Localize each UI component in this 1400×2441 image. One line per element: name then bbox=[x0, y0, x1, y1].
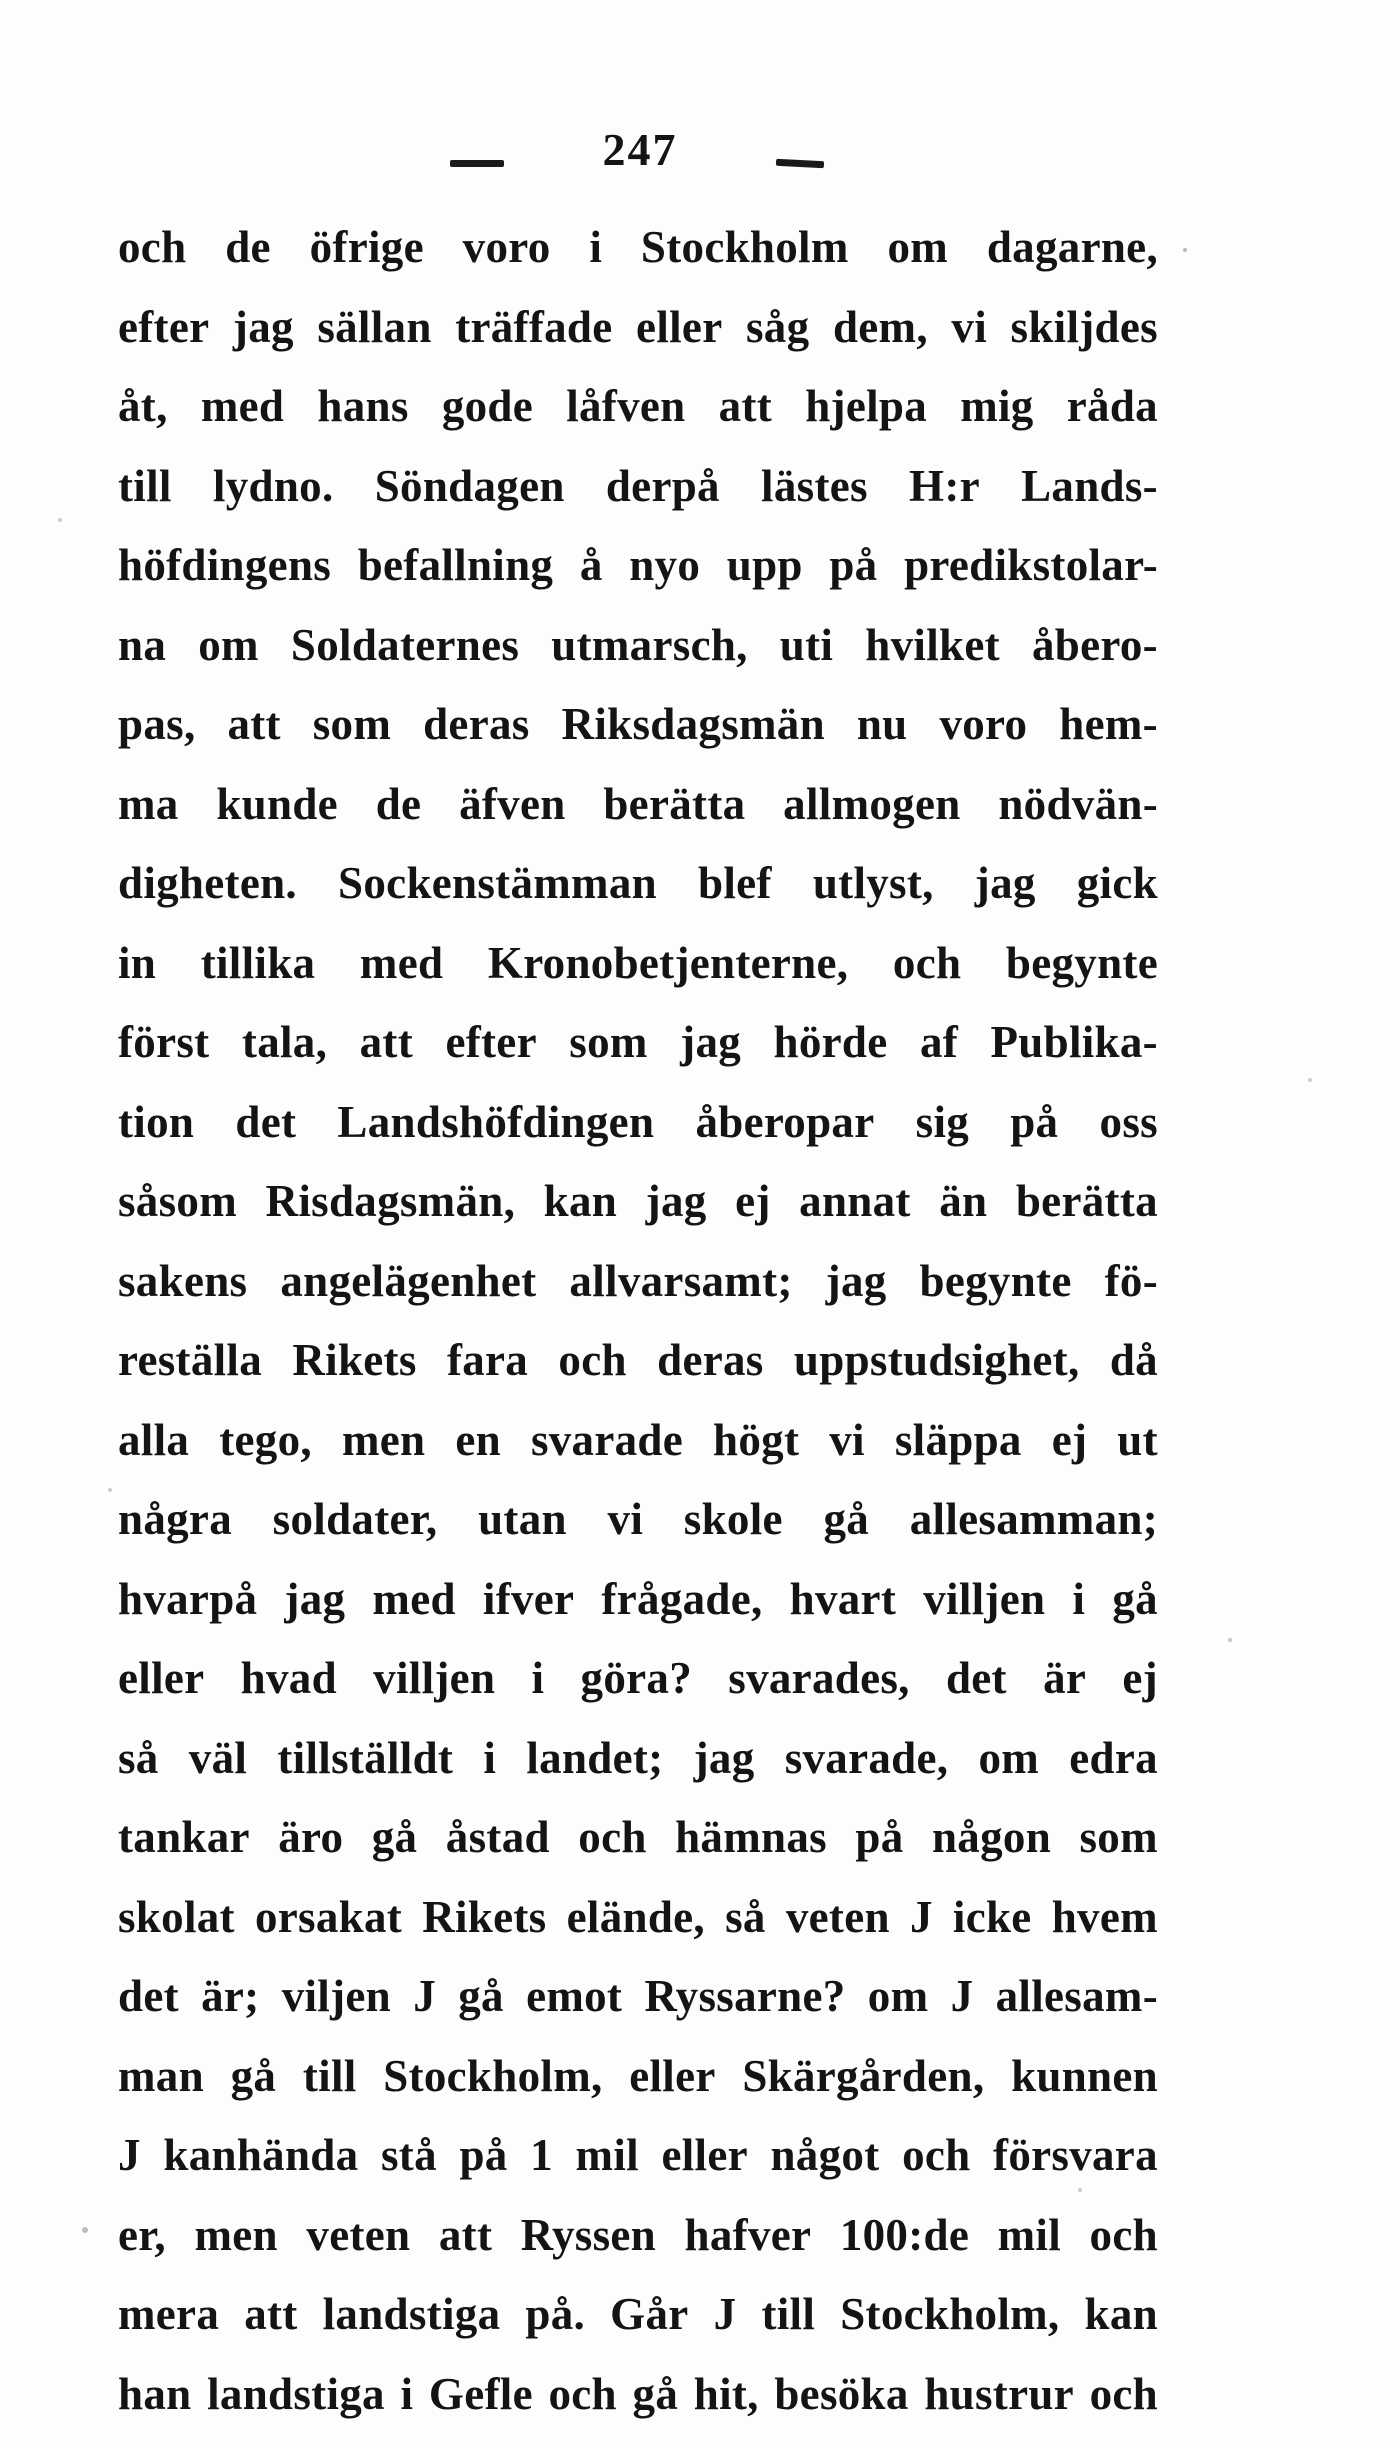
word: dagarne, bbox=[986, 222, 1158, 272]
word: hvem bbox=[1051, 1891, 1158, 1942]
word: först bbox=[118, 1017, 210, 1067]
word: stå bbox=[380, 2130, 437, 2180]
word: kan bbox=[543, 1176, 618, 1226]
word: svarades, bbox=[728, 1653, 910, 1703]
word: begynte bbox=[1005, 937, 1158, 988]
word: hvilket bbox=[865, 619, 1000, 670]
word: veten bbox=[306, 2209, 411, 2260]
word: tankar bbox=[118, 1812, 250, 1862]
word: väl bbox=[188, 1732, 248, 1783]
word: lästes bbox=[761, 460, 868, 511]
word: in bbox=[118, 937, 157, 988]
word: ej bbox=[1122, 1653, 1158, 1703]
word: fö- bbox=[1104, 1255, 1158, 1306]
word: derpå bbox=[605, 460, 720, 511]
word: till bbox=[302, 2050, 357, 2101]
word: annat bbox=[799, 1176, 911, 1226]
word: tillställdt bbox=[277, 1732, 454, 1783]
word: voro bbox=[939, 699, 1028, 749]
word: angelägenhet bbox=[280, 1255, 537, 1306]
word: Skärgården, bbox=[742, 2050, 985, 2101]
word: såsom bbox=[118, 1176, 238, 1226]
word: deras bbox=[657, 1335, 764, 1385]
word: jag bbox=[645, 1176, 707, 1226]
word: allvarsamt; bbox=[569, 1255, 793, 1306]
word: gick bbox=[1076, 858, 1158, 908]
word: de bbox=[225, 222, 271, 272]
word: jag bbox=[974, 858, 1036, 908]
word: att bbox=[438, 2209, 493, 2260]
word: till bbox=[118, 460, 172, 511]
word: åstad bbox=[445, 1812, 550, 1862]
word: hvad bbox=[240, 1653, 337, 1703]
word: er, bbox=[118, 2209, 166, 2260]
word: låfven bbox=[566, 381, 686, 431]
word: allesamman; bbox=[909, 1494, 1158, 1544]
word: hans bbox=[317, 381, 409, 431]
word: besöka bbox=[774, 2368, 909, 2419]
word: icke bbox=[952, 1891, 1032, 1942]
word: om bbox=[978, 1732, 1040, 1783]
text-line bbox=[118, 606, 1158, 686]
word: allesam- bbox=[995, 1971, 1158, 2021]
word: Går bbox=[610, 2289, 689, 2339]
word: nyo bbox=[629, 540, 701, 590]
word: försvara bbox=[993, 2130, 1158, 2180]
word: att bbox=[359, 1017, 413, 1067]
word: Publika- bbox=[990, 1017, 1158, 1067]
word: Stockholm, bbox=[840, 2289, 1060, 2339]
word: veten bbox=[785, 1891, 890, 1942]
text-line bbox=[118, 2275, 1158, 2355]
word: i bbox=[589, 222, 603, 272]
word: någon bbox=[931, 1812, 1052, 1862]
word: mig bbox=[960, 381, 1034, 431]
text-line bbox=[118, 1003, 1158, 1083]
body-text bbox=[118, 208, 1158, 2434]
word: berätta bbox=[1015, 1176, 1158, 1226]
word: mera bbox=[118, 2289, 220, 2339]
word: så bbox=[725, 1891, 766, 1942]
word: hem- bbox=[1059, 699, 1158, 749]
word: hvarpå bbox=[118, 1573, 258, 1624]
word: det bbox=[118, 1971, 179, 2021]
word: Rikets bbox=[292, 1335, 417, 1385]
word: såg bbox=[746, 301, 810, 352]
word: träffade bbox=[455, 301, 613, 352]
word: gå bbox=[230, 2050, 277, 2101]
word: skolat bbox=[118, 1891, 235, 1942]
word: 100:de bbox=[839, 2209, 970, 2260]
text-line bbox=[118, 2355, 1158, 2435]
word: Risdagsmän, bbox=[265, 1176, 516, 1226]
word: soldater, bbox=[272, 1494, 438, 1544]
word: är; bbox=[201, 1971, 260, 2021]
text-line bbox=[118, 844, 1158, 924]
word: öfrige bbox=[309, 222, 424, 272]
word: åberopar bbox=[695, 1096, 875, 1147]
word: tillika bbox=[200, 937, 316, 988]
word: reställa bbox=[118, 1335, 263, 1385]
word: villjen bbox=[373, 1653, 496, 1703]
word: att bbox=[227, 699, 281, 749]
text-line bbox=[118, 447, 1158, 527]
word: om bbox=[198, 619, 259, 670]
word: man bbox=[118, 2050, 204, 2101]
word: och bbox=[548, 2368, 617, 2419]
word: berätta bbox=[603, 778, 746, 829]
text-line bbox=[118, 1321, 1158, 1401]
word: gå bbox=[1112, 1573, 1158, 1624]
word: befallning bbox=[357, 540, 554, 590]
text-line bbox=[118, 526, 1158, 606]
word: men bbox=[341, 1414, 426, 1465]
word: elände, bbox=[566, 1891, 705, 1942]
word: sällan bbox=[317, 301, 432, 352]
word: äfven bbox=[459, 778, 566, 829]
word: med bbox=[200, 381, 285, 431]
word: skole bbox=[683, 1494, 783, 1544]
word: äro bbox=[278, 1812, 344, 1862]
word: landstiga bbox=[322, 2289, 501, 2339]
text-line bbox=[118, 1083, 1158, 1163]
word: kanhända bbox=[163, 2130, 359, 2180]
text-line bbox=[118, 1560, 1158, 1640]
word: med bbox=[359, 937, 444, 988]
word: släppa bbox=[894, 1414, 1022, 1465]
text-line bbox=[118, 924, 1158, 1004]
word: hafver bbox=[684, 2209, 812, 2260]
word: mil bbox=[575, 2130, 639, 2180]
word: hustrur bbox=[924, 2368, 1074, 2419]
word: landstiga bbox=[207, 2368, 385, 2419]
word: några bbox=[118, 1494, 232, 1544]
word: oss bbox=[1099, 1096, 1158, 1147]
word: Söndagen bbox=[374, 460, 565, 511]
word: i bbox=[1072, 1573, 1086, 1624]
word: Landshöfdingen bbox=[337, 1096, 655, 1147]
word: kunde bbox=[216, 778, 338, 829]
word: eller bbox=[629, 2050, 716, 2101]
word: mil bbox=[997, 2209, 1062, 2260]
word: det bbox=[235, 1096, 297, 1147]
word: hit, bbox=[693, 2368, 759, 2419]
word: gå bbox=[458, 1971, 504, 2021]
word: Kronobetjenterne, bbox=[487, 937, 849, 988]
word: nu bbox=[856, 699, 908, 749]
word: lydno. bbox=[212, 460, 334, 511]
word: och bbox=[1089, 2209, 1158, 2260]
word: 1 bbox=[530, 2130, 553, 2180]
text-line bbox=[118, 765, 1158, 845]
text-line bbox=[118, 2116, 1158, 2196]
word: råda bbox=[1066, 381, 1158, 431]
word: på bbox=[459, 2130, 508, 2180]
word: Sockenstämman bbox=[338, 858, 657, 908]
word: ma bbox=[118, 778, 179, 829]
word: J bbox=[713, 2289, 737, 2339]
word: tego, bbox=[219, 1414, 312, 1465]
word: uti bbox=[779, 619, 834, 670]
word: nödvän- bbox=[998, 778, 1158, 829]
word: högt bbox=[713, 1414, 800, 1465]
header-dash-right bbox=[776, 159, 824, 169]
word: gå bbox=[632, 2368, 679, 2419]
word: J bbox=[909, 1891, 933, 1942]
word: fara bbox=[446, 1335, 529, 1385]
word: något bbox=[770, 2130, 880, 2180]
word: Rikets bbox=[422, 1891, 547, 1942]
word: hvart bbox=[789, 1573, 897, 1624]
word: och bbox=[892, 937, 962, 988]
word: tion bbox=[118, 1096, 195, 1147]
word: vi bbox=[829, 1414, 865, 1465]
word: vi bbox=[607, 1494, 644, 1544]
page-number: 247 bbox=[602, 124, 678, 175]
word: han bbox=[118, 2368, 192, 2419]
word: eller bbox=[661, 2130, 748, 2180]
word: viljen bbox=[281, 1971, 391, 2021]
word: än bbox=[939, 1176, 988, 1226]
word: men bbox=[194, 2209, 278, 2260]
word: J bbox=[413, 1971, 437, 2021]
word: på bbox=[1010, 1096, 1059, 1147]
word: på bbox=[829, 540, 878, 590]
word: i bbox=[483, 1732, 497, 1783]
word: kan bbox=[1084, 2289, 1158, 2339]
word: jag bbox=[232, 301, 294, 352]
word: med bbox=[372, 1573, 456, 1624]
word: och bbox=[578, 1812, 647, 1862]
word: att bbox=[718, 381, 773, 431]
word: och bbox=[118, 222, 187, 272]
word: jag bbox=[825, 1255, 887, 1306]
word: sakens bbox=[118, 1255, 248, 1306]
word: utmarsch, bbox=[551, 619, 748, 670]
word: alla bbox=[118, 1414, 190, 1465]
word: Gefle bbox=[428, 2368, 533, 2419]
word: H:r bbox=[909, 460, 980, 511]
word: Stockholm, bbox=[383, 2050, 603, 2101]
word: jag bbox=[680, 1017, 742, 1067]
word: som bbox=[1079, 1812, 1158, 1862]
word: Ryssen bbox=[520, 2209, 657, 2260]
text-line bbox=[118, 1798, 1158, 1878]
word: göra? bbox=[580, 1653, 693, 1703]
word: na bbox=[118, 619, 167, 670]
word: dem, bbox=[832, 301, 928, 352]
word: Soldaternes bbox=[290, 619, 520, 670]
word: i bbox=[400, 2368, 414, 2419]
word: upp bbox=[726, 540, 803, 590]
text-line bbox=[118, 2196, 1158, 2276]
word: eller bbox=[118, 1653, 205, 1703]
word: frågade, bbox=[601, 1573, 763, 1624]
word: en bbox=[455, 1414, 501, 1465]
word: de bbox=[375, 778, 422, 829]
word: predikstolar- bbox=[904, 540, 1158, 590]
word: hjelpa bbox=[805, 381, 928, 431]
word: kunnen bbox=[1011, 2050, 1158, 2101]
word: att bbox=[244, 2289, 298, 2339]
word: svarade, bbox=[784, 1732, 949, 1783]
word: gå bbox=[823, 1494, 870, 1544]
word: ej bbox=[735, 1176, 771, 1226]
text-line bbox=[118, 1878, 1158, 1958]
word: orsakat bbox=[254, 1891, 403, 1942]
word: Ryssarne? bbox=[644, 1971, 846, 2021]
word: höfdingens bbox=[118, 540, 332, 590]
word: utan bbox=[478, 1494, 567, 1544]
word: landet; bbox=[526, 1732, 664, 1783]
word: Lands- bbox=[1021, 460, 1158, 511]
word: som bbox=[312, 699, 392, 749]
text-line bbox=[118, 1242, 1158, 1322]
word: gå bbox=[371, 1812, 418, 1862]
text-line bbox=[118, 1719, 1158, 1799]
word: jag bbox=[693, 1732, 755, 1783]
word: J bbox=[950, 1971, 974, 2021]
text-line bbox=[118, 1957, 1158, 2037]
word: voro bbox=[462, 222, 551, 272]
word: så bbox=[118, 1732, 159, 1783]
word: i bbox=[531, 1653, 545, 1703]
text-line bbox=[118, 2037, 1158, 2117]
word: åt, bbox=[118, 381, 168, 431]
word: skiljdes bbox=[1010, 301, 1158, 352]
word: emot bbox=[526, 1971, 623, 2021]
word: och bbox=[902, 2130, 971, 2180]
word: deras bbox=[423, 699, 530, 749]
text-line bbox=[118, 367, 1158, 447]
text-line bbox=[118, 1162, 1158, 1242]
word: af bbox=[919, 1017, 959, 1067]
word: det bbox=[945, 1653, 1007, 1703]
text-line bbox=[118, 685, 1158, 765]
word: sig bbox=[915, 1096, 970, 1147]
word: edra bbox=[1069, 1732, 1158, 1783]
word: till bbox=[761, 2289, 816, 2339]
text-line bbox=[118, 288, 1158, 368]
word: Riksdagsmän bbox=[561, 699, 825, 749]
word: utlyst, bbox=[812, 858, 934, 908]
word: Stockholm bbox=[640, 222, 849, 272]
word: uppstudsighet, bbox=[793, 1335, 1080, 1385]
word: allmogen bbox=[783, 778, 961, 829]
word: och bbox=[1089, 2368, 1158, 2419]
word: villjen bbox=[923, 1573, 1046, 1624]
word: då bbox=[1109, 1335, 1158, 1385]
word: ifver bbox=[482, 1573, 575, 1624]
word: gode bbox=[441, 381, 534, 431]
word: efter bbox=[445, 1017, 537, 1067]
word: eller bbox=[636, 301, 723, 352]
word: pas, bbox=[118, 699, 196, 749]
word: tala, bbox=[241, 1017, 328, 1067]
word: om bbox=[887, 222, 949, 272]
word: ej bbox=[1051, 1414, 1088, 1465]
text-line bbox=[118, 208, 1158, 288]
word: vi bbox=[951, 301, 987, 352]
word: J bbox=[118, 2130, 141, 2180]
word: å bbox=[579, 540, 603, 590]
text-line bbox=[118, 1401, 1158, 1481]
word: hämnas bbox=[675, 1812, 827, 1862]
word: åbero- bbox=[1032, 619, 1158, 670]
word: efter bbox=[118, 301, 210, 352]
word: digheten. bbox=[118, 858, 297, 908]
word: på bbox=[855, 1812, 904, 1862]
page-header bbox=[0, 120, 1400, 180]
word: och bbox=[558, 1335, 627, 1385]
header-dash-left bbox=[450, 160, 504, 167]
word: svarade bbox=[530, 1414, 684, 1465]
word: om bbox=[867, 1971, 929, 2021]
word: hörde bbox=[773, 1017, 888, 1067]
word: är bbox=[1043, 1653, 1087, 1703]
word: jag bbox=[284, 1573, 346, 1624]
word: begynte bbox=[919, 1255, 1072, 1306]
text-line bbox=[118, 1639, 1158, 1719]
word: ut bbox=[1117, 1414, 1158, 1465]
text-line bbox=[118, 1480, 1158, 1560]
word: blef bbox=[698, 858, 772, 908]
word: på. bbox=[525, 2289, 586, 2339]
word: som bbox=[569, 1017, 648, 1067]
